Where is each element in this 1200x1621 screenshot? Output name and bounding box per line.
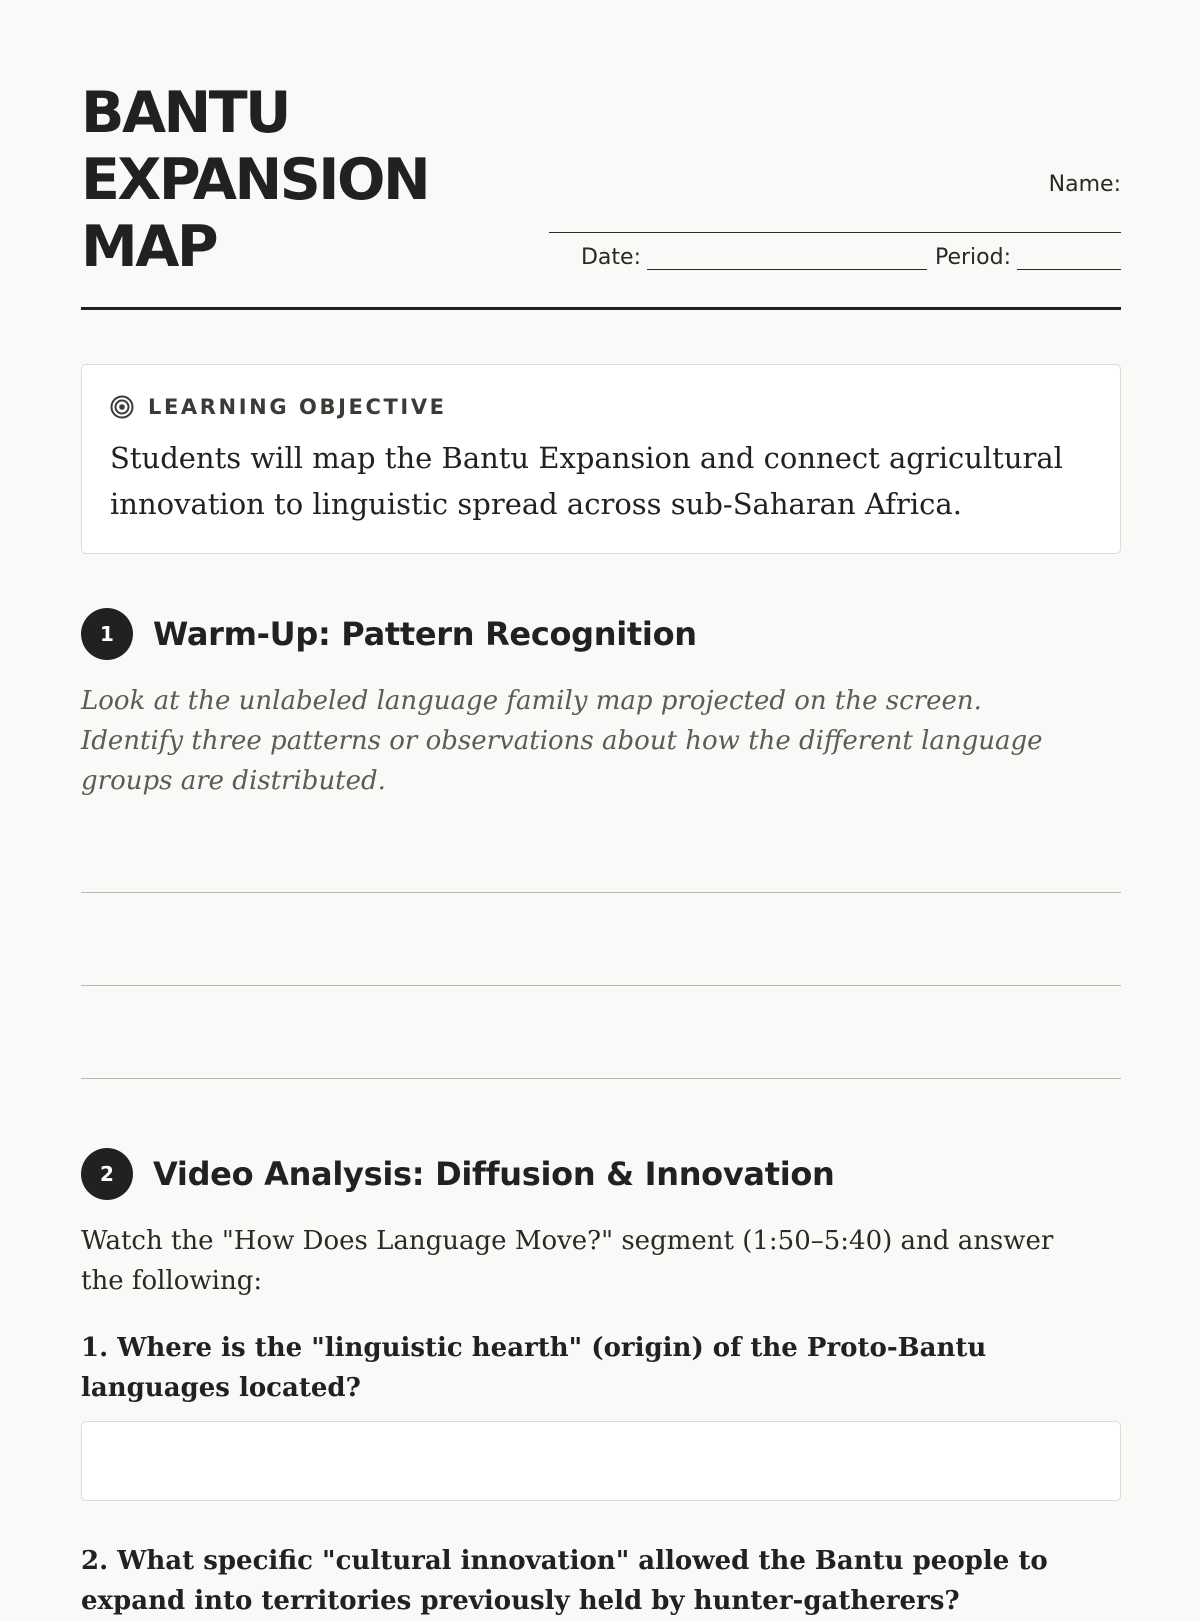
learning-objective-label: LEARNING OBJECTIVE <box>148 395 447 419</box>
worksheet-page <box>81 0 1121 1616</box>
section-2-instruction: Watch the "How Does Language Move?" segment (1:50–5:40) and answer the following: <box>81 1226 1054 1296</box>
worksheet-title: BANTU EXPANSION MAP <box>81 80 429 280</box>
answer-line[interactable] <box>81 985 1121 986</box>
name-blank[interactable] <box>549 232 1121 233</box>
section-1-instruction: Look at the unlabeled language family map projected on the screen. Identify three patterns or observations about how the different language groups are distributed. <box>81 686 1043 796</box>
learning-objective-heading <box>110 395 447 419</box>
section-number-badge: 2 <box>81 1148 133 1200</box>
period-blank[interactable] <box>1017 245 1121 270</box>
date-label: Date: <box>580 245 641 270</box>
question-1: 1. Where is the "linguistic hearth" (origin) of the Proto-Bantu languages located? <box>81 1333 987 1403</box>
answer-line[interactable] <box>81 1078 1121 1079</box>
date-period-row <box>581 245 1121 270</box>
name-field-label <box>1049 172 1121 197</box>
name-label: Name: <box>1048 172 1121 197</box>
worksheet-header <box>81 0 1121 310</box>
answer-line[interactable] <box>81 892 1121 893</box>
target-icon <box>110 395 134 419</box>
section-2-title: Video Analysis: Diffusion & Innovation <box>153 1155 835 1193</box>
date-blank[interactable] <box>647 245 927 270</box>
learning-objective-text: Students will map the Bantu Expansion and connect agricultural innovation to linguistic spread across sub-Saharan Africa. <box>110 441 1063 521</box>
question-1-answer-box[interactable] <box>81 1421 1121 1501</box>
section-2-heading <box>81 1148 835 1200</box>
period-label: Period: <box>934 245 1011 270</box>
section-1-title: Warm-Up: Pattern Recognition <box>153 615 697 653</box>
section-1-heading <box>81 608 697 660</box>
learning-objective-box <box>81 364 1121 554</box>
question-2: 2. What specific "cultural innovation" allowed the Bantu people to expand into territories previously held by hunter-gatherers? <box>81 1546 1048 1616</box>
section-number-badge: 1 <box>81 608 133 660</box>
